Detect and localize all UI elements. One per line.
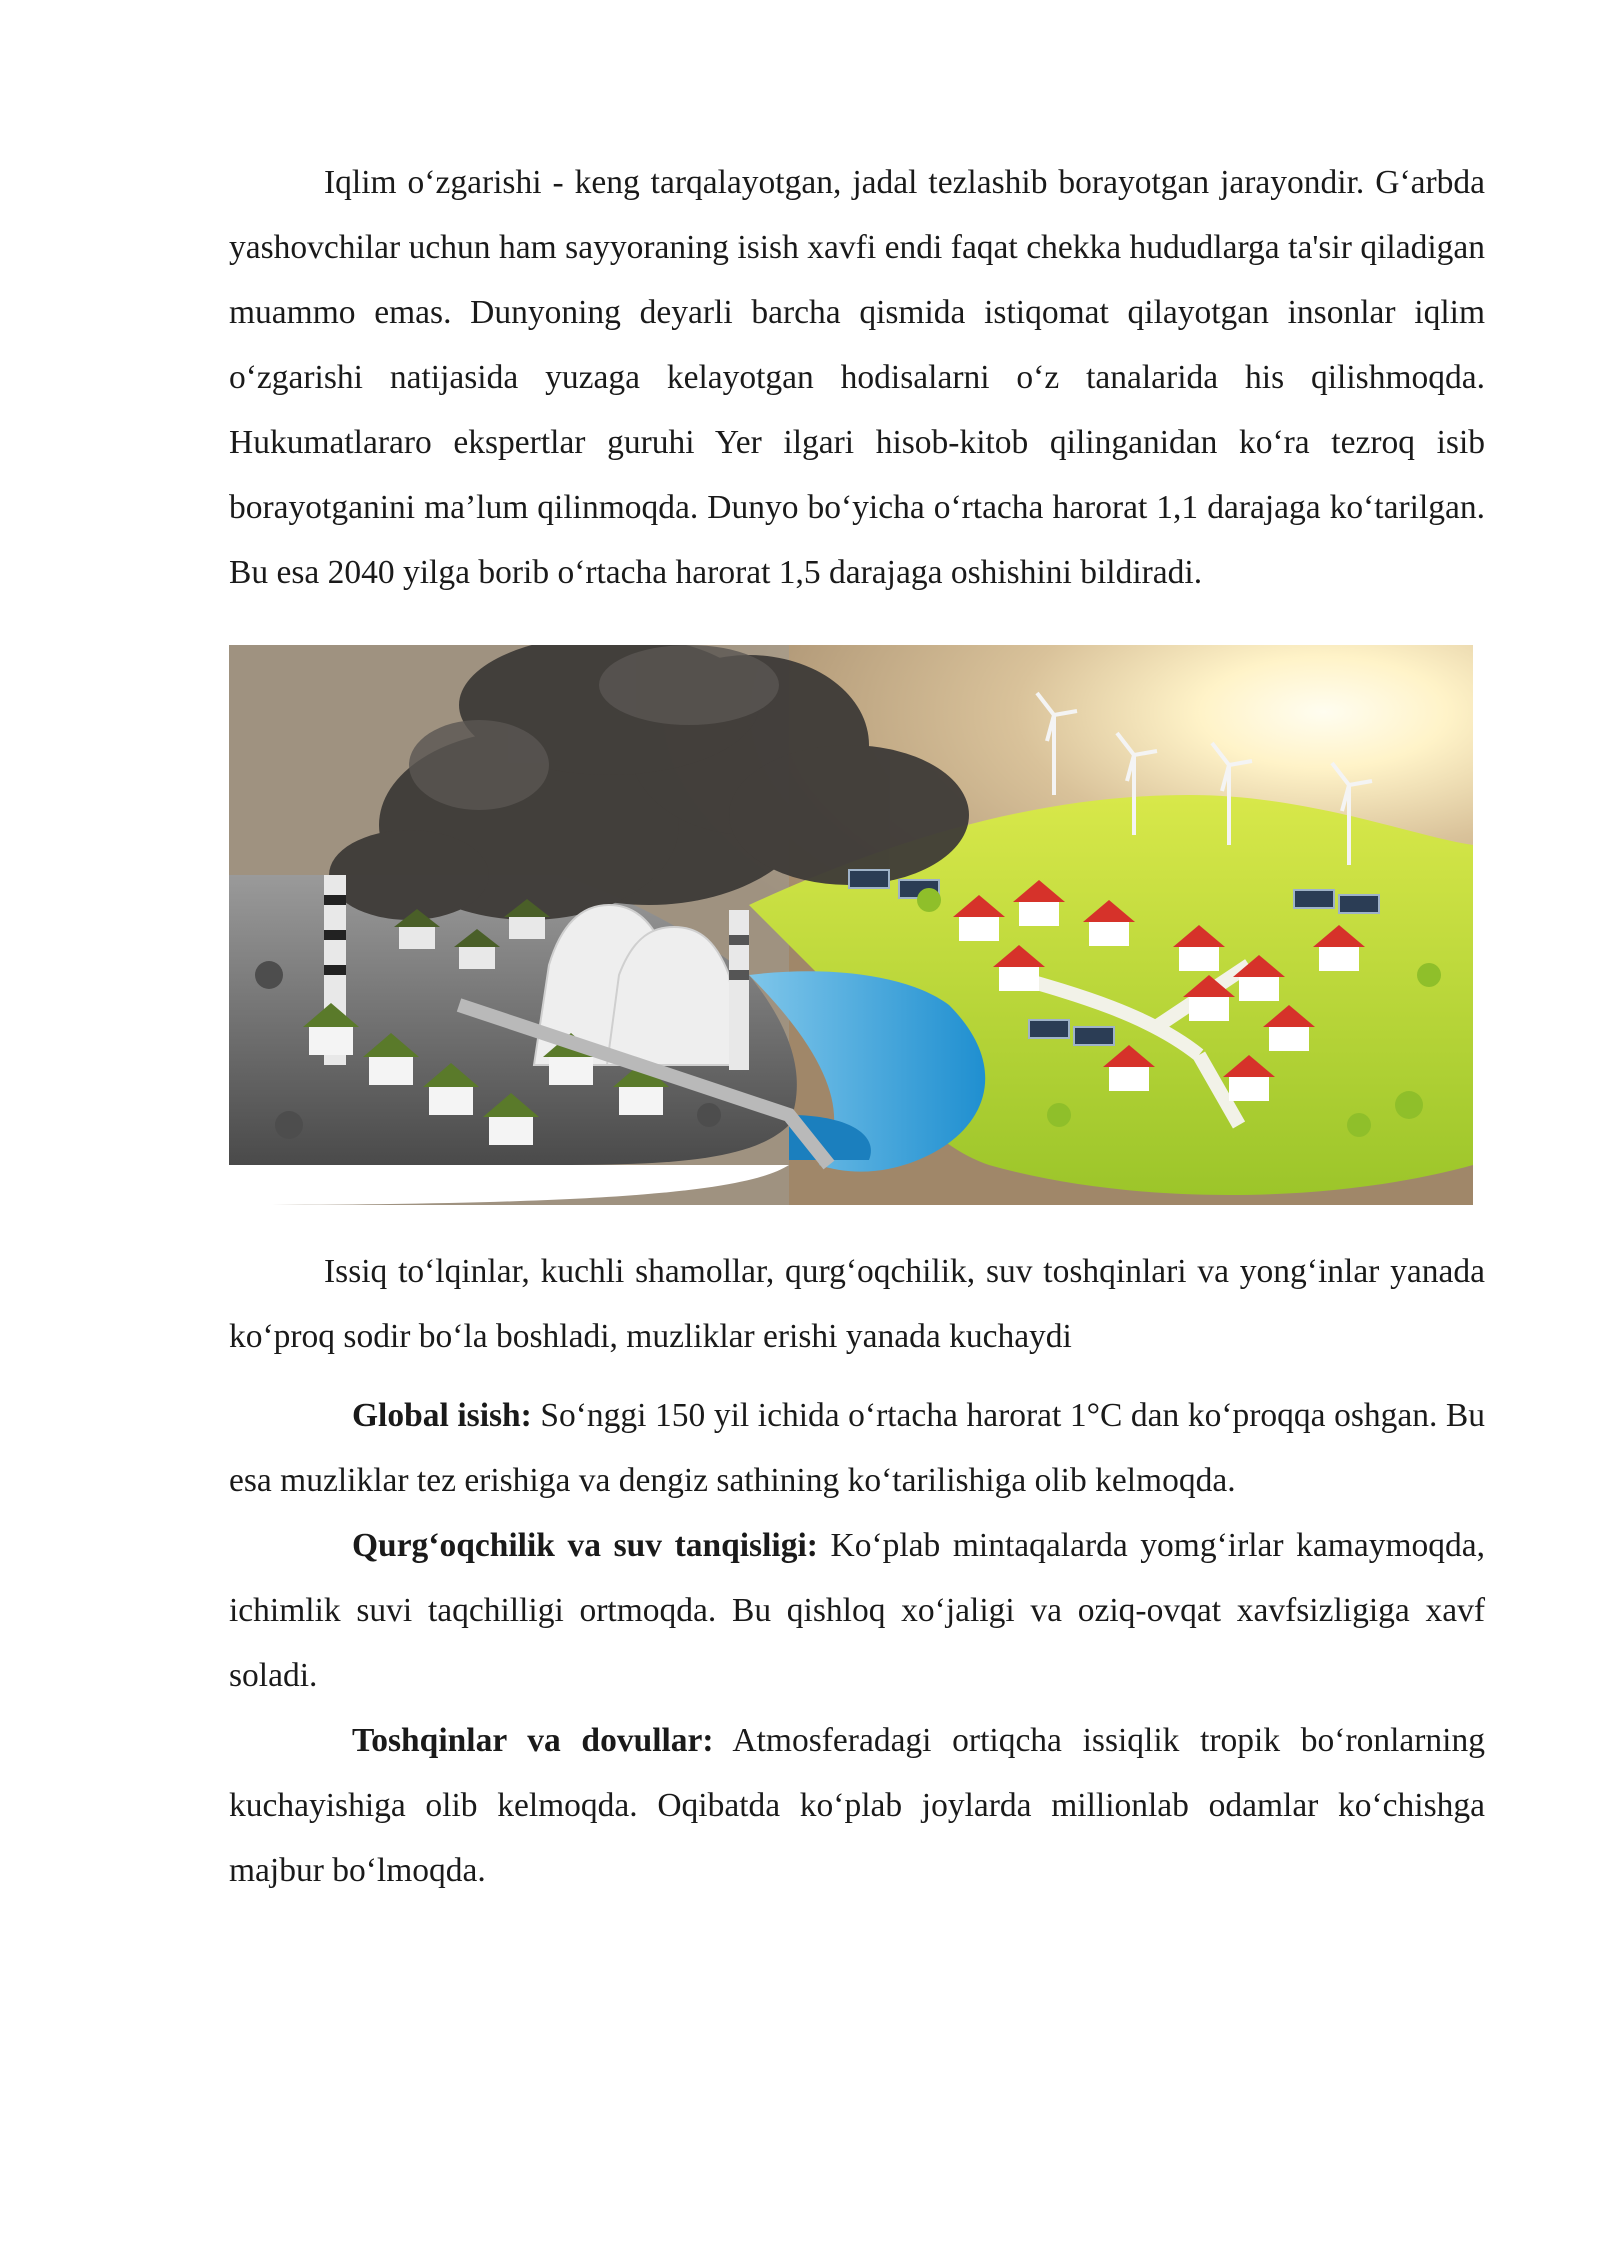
section-text: Atmosferadagi ortiqcha issiqlik tropik bo‘ronlarning kuchayishiga olib kelmoqda. Oqibatda ko‘plab joylarda millionlab odamlar ko‘chishga majbur bo‘lmoqda. (229, 1722, 1485, 1889)
section-drought (229, 1513, 1485, 1708)
document-page (229, 150, 1485, 1903)
section-text: So‘nggi 150 yil ichida o‘rtacha harorat 1°C dan ko‘proqqa oshgan. Bu esa muzliklar tez erishiga va dengiz sathining ko‘tarilishiga olib kelmoqda. (229, 1397, 1486, 1499)
climate-illustration (229, 645, 1473, 1205)
section-term: Global isish: (352, 1397, 532, 1434)
section-term: Qurg‘oqchilik va suv tanqisligi: (352, 1527, 818, 1564)
section-global-warming (229, 1383, 1485, 1513)
polluted-vs-green-city-image (229, 645, 1473, 1205)
effects-paragraph: Issiq to‘lqinlar, kuchli shamollar, qurg‘oqchilik, suv toshqinlari va yong‘inlar yanada ko‘proq sodir bo‘la boshladi, muzliklar erishi yanada kuchaydi (229, 1253, 1485, 1355)
intro-paragraph: Iqlim o‘zgarishi - keng tarqalayotgan, jadal tezlashib borayotgan jarayondir. G‘arbda yashovchilar uchun ham sayyoraning isish xavfi endi faqat chekka hududlarga ta'sir qiladigan muammo emas. Dunyoning deyarli barcha qismida istiqomat qilayotgan insonlar iqlim o‘zgarishi natijasida yuzaga kelayotgan hodisalarni o‘z tanalarida his qilishmoqda. Hukumatlararo ekspertlar guruhi Yer ilgari hisob-kitob qilinganidan ko‘ra tezroq isib borayotganini ma’lum qilinmoqda. Dunyo bo‘yicha o‘rtacha harorat 1,1 darajaga ko‘tarilgan. Bu esa 2040 yilga borib o‘rtacha harorat 1,5 darajaga oshishini bildiradi. (229, 164, 1485, 591)
section-floods (229, 1708, 1485, 1903)
section-term: Toshqinlar va dovullar: (352, 1722, 714, 1759)
section-text: Ko‘plab mintaqalarda yomg‘irlar kamaymoqda, ichimlik suvi taqchilligi ortmoqda. Bu qishloq xo‘jaligi va oziq-ovqat xavfsizligiga xavf soladi. (229, 1527, 1486, 1694)
